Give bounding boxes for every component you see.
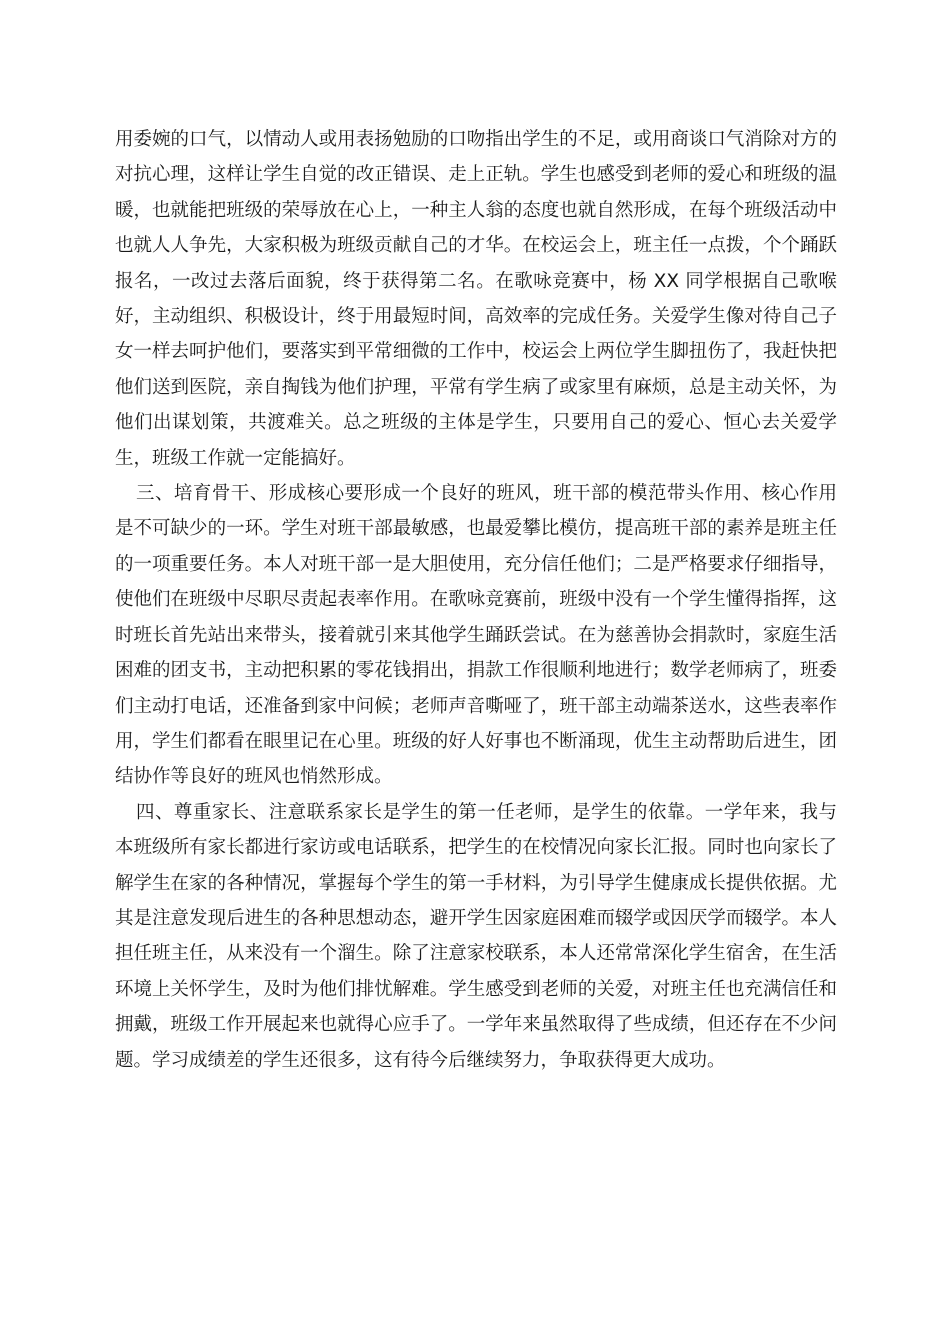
- body-paragraph-2: 三、培育骨干、形成核心要形成一个良好的班风，班干部的模范带头作用、核心作用是不可缺少的一环。学生对班干部最敏感，也最爱攀比模仿，提高班干部的素养是班主任的一项重要任务。本人对班干部一是大胆使用，充分信任他们；二是严格要求仔细指导，使他们在班级中尽职尽责起表率作用。在歌咏竞赛前，班级中没有一个学生懂得指挥，这时班长首先站出来带头，接着就引来其他学生踊跃尝试。在为慈善协会捐款时，家庭生活困难的团支书，主动把积累的零花钱捐出，捐款工作很顺利地进行；数学老师病了，班委们主动打电话，还准备到家中问候；老师声音嘶哑了，班干部主动端茶送水，这些表率作用，学生们都看在眼里记在心里。班级的好人好事也不断涌现，优生主动帮助后进生，团结协作等良好的班风也悄然形成。: [115, 483, 837, 788]
- body-paragraph-3: 四、尊重家长、注意联系家长是学生的第一任老师，是学生的依靠。一学年来，我与本班级所有家长都进行家访或电话联系，把学生的在校情况向家长汇报。同时也向家长了解学生在家的各种情况，掌握每个学生的第一手材料，为引导学生健康成长提供依据。尤其是注意发现后进生的各种思想动态，避开学生因家庭困难而辍学或因厌学而辍学。本人担任班主任，从来没有一个溜生。除了注意家校联系，本人还常常深化学生宿舍，在生活环境上关怀学生，及时为他们排忧解难。学生感受到老师的关爱，对班主任也充满信任和拥戴，班级工作开展起来也就得心应手了。一学年来虽然取得了些成绩，但还存在不少问题。学习成绩差的学生还很多，这有待今后继续努力，争取获得更大成功。: [115, 801, 837, 1071]
- document-body: [115, 122, 837, 1078]
- body-paragraph-1: 用委婉的口气，以情动人或用表扬勉励的口吻指出学生的不足，或用商谈口气消除对方的对抗心理，这样让学生自觉的改正错误、走上正轨。学生也感受到老师的爱心和班级的温暖，也就能把班级的荣辱放在心上，一种主人翁的态度也就自然形成，在每个班级活动中也就人人争先，大家积极为班级贡献自己的才华。在校运会上，班主任一点拨，个个踊跃报名，一改过去落后面貌，终于获得第二名。在歌咏竞赛中，杨 XX 同学根据自己歌喉好，主动组织、积极设计，终于用最短时间，高效率的完成任务。关爱学生像对待自己子女一样去呵护他们，要落实到平常细微的工作中，校运会上两位学生脚扭伤了，我赶快把他们送到医院，亲自掏钱为他们护理，平常有学生病了或家里有麻烦，总是主动关怀，为他们出谋划策，共渡难关。总之班级的主体是学生，只要用自己的爱心、恒心去关爱学生，班级工作就一定能搞好。: [115, 129, 837, 469]
